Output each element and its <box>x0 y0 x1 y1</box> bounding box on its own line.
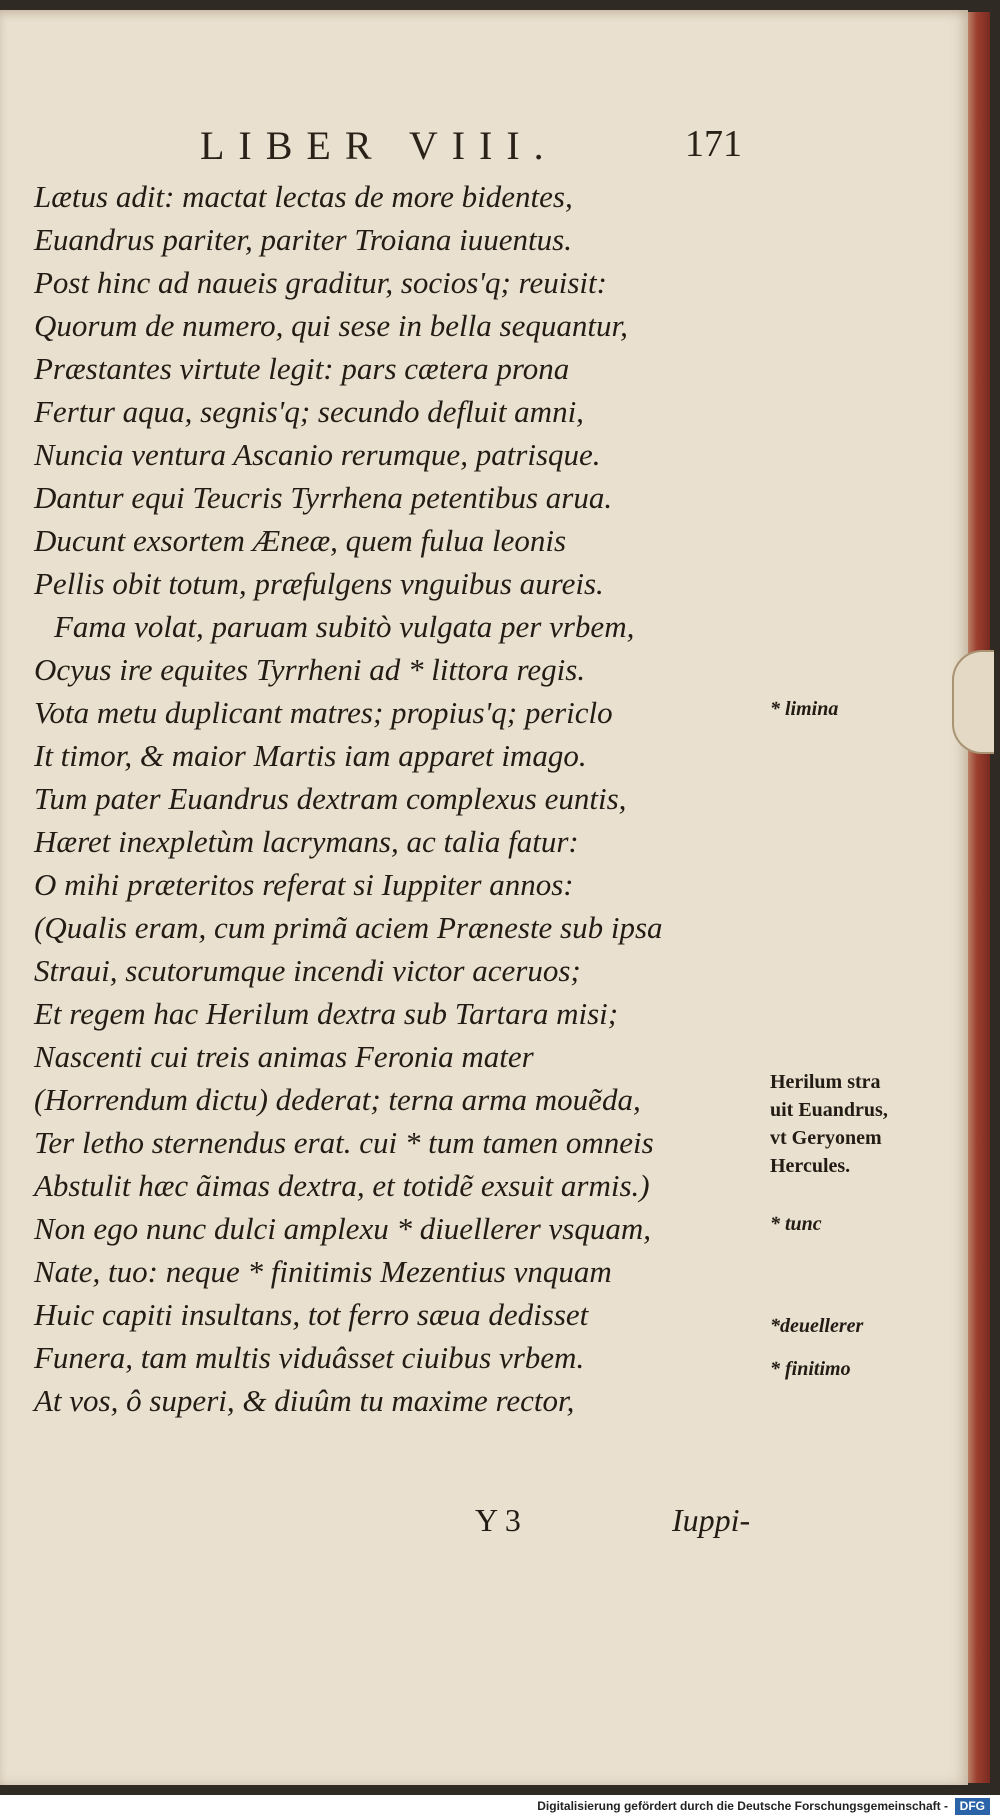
verse-line: Vota metu duplicant matres; propius'q; periclo <box>34 695 613 730</box>
gloss-limina: * limina <box>770 698 839 720</box>
verse-line: At vos, ô superi, & diuûm tu maxime rector, <box>34 1383 575 1418</box>
verse-line: Quorum de numero, qui sese in bella sequantur, <box>34 308 628 343</box>
verse-line: Ducunt exsortem Æneæ, quem fulua leonis <box>34 523 567 558</box>
gloss-deuellerer: *deuellerer <box>770 1315 864 1337</box>
verse-line: Nate, tuo: neque * finitimis Mezentius vnquam <box>34 1254 612 1289</box>
running-title: LIBER VIII. <box>200 123 558 168</box>
page-footer <box>0 1502 968 1552</box>
verse-line: Huic capiti insultans, tot ferro sæua dedisset <box>34 1297 589 1332</box>
gloss-finitimo: * finitimo <box>770 1358 851 1380</box>
verse-line: It timor, & maior Martis iam apparet imago. <box>34 738 587 773</box>
verse-line: (Qualis eram, cum primã aciem Præneste sub ipsa <box>34 910 663 945</box>
verse-line: Fama volat, paruam subitò vulgata per vrbem, <box>54 609 635 644</box>
verse-line: Præstantes virtute legit: pars cætera prona <box>34 351 570 386</box>
verse-line: Abstulit hæc ãimas dextra, et totidẽ exsuit armis.) <box>34 1168 650 1203</box>
verse-line: Dantur equi Teucris Tyrrhena petentibus arua. <box>34 480 613 515</box>
page-clip <box>952 650 994 754</box>
gloss-herilum-line-3: vt Geryonem <box>770 1127 882 1149</box>
verse-line: Non ego nunc dulci amplexu * diuellerer vsquam, <box>34 1211 652 1246</box>
catchword: Iuppi- <box>672 1502 751 1538</box>
verse-line: Ter letho sternendus erat. cui * tum tamen omneis <box>34 1125 654 1160</box>
book-page <box>0 10 968 1785</box>
dfg-logo: DFG <box>955 1798 990 1815</box>
verse-line: Nuncia ventura Ascanio rerumque, patrisque. <box>34 437 601 472</box>
verse-line: Nascenti cui treis animas Feronia mater <box>34 1039 534 1074</box>
verse-line: Ocyus ire equites Tyrrheni ad * littora regis. <box>34 652 586 687</box>
gloss-herilum-line-4: Hercules. <box>770 1155 851 1177</box>
verse-line: (Horrendum dictu) dederat; terna arma mouẽda, <box>34 1082 641 1117</box>
verse-line: Pellis obit totum, præfulgens vnguibus aureis. <box>34 566 604 601</box>
gloss-herilum-line-2: uit Euandrus, <box>770 1099 888 1121</box>
page-header <box>0 122 968 172</box>
verse-line: O mihi præteritos referat si Iuppiter annos: <box>34 867 574 902</box>
verse-line: Euandrus pariter, pariter Troiana iuuentus. <box>34 222 572 257</box>
gloss-herilum-line-1: Herilum stra <box>770 1071 881 1093</box>
verse-line: Tum pater Euandrus dextram complexus euntis, <box>34 781 627 816</box>
verse-line: Hæret inexpletùm lacrymans, ac talia fatur: <box>34 824 579 859</box>
verse-line: Et regem hac Herilum dextra sub Tartara misi; <box>34 996 619 1031</box>
page-edge <box>968 12 990 1783</box>
funding-bar <box>0 1795 1000 1819</box>
verse-line: Straui, scutorumque incendi victor aceruos; <box>34 953 581 988</box>
gloss-tunc: * tunc <box>770 1213 822 1235</box>
signature-mark: Y 3 <box>475 1502 521 1538</box>
funding-notice: Digitalisierung gefördert durch die Deutsche Forschungsgemeinschaft - <box>537 1799 948 1813</box>
page-number: 171 <box>685 123 742 165</box>
verse-list <box>34 175 774 1422</box>
verse-line: Fertur aqua, segnis'q; secundo defluit amni, <box>34 394 584 429</box>
verse-line: Lætus adit: mactat lectas de more bidentes, <box>34 179 573 214</box>
verse-line: Post hinc ad naueis graditur, socios'q; reuisit: <box>34 265 607 300</box>
verse-line: Funera, tam multis viduâsset ciuibus vrbem. <box>34 1340 585 1375</box>
